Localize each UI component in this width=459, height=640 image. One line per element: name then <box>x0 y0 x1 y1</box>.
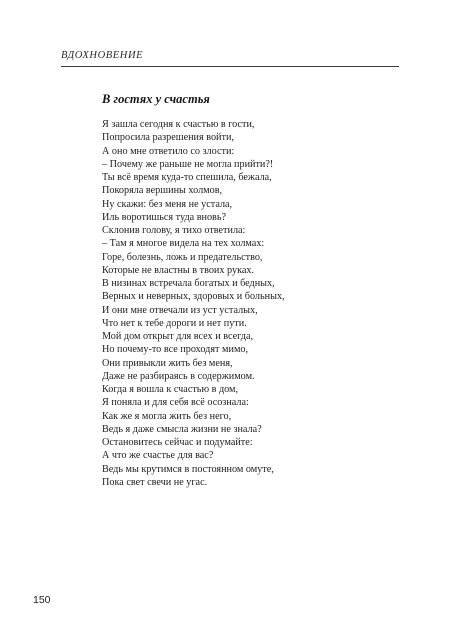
poem-line: Верных и неверных, здоровых и больных, <box>102 291 285 303</box>
poem-line: – Почему же раньше не могла прийти?! <box>102 158 274 170</box>
running-head: ВДОХНОВЕНИЕ <box>61 50 144 61</box>
poem-line: Я зашла сегодня к счастью в гости, <box>102 119 255 130</box>
poem-line: Ведь мы крутимся в постоянном омуте, <box>102 463 274 475</box>
poem-line: В низинах встречала богатых и бедных, <box>102 278 275 289</box>
header-rule <box>61 66 399 67</box>
poem-line: Как же я могла жить без него, <box>102 410 232 422</box>
poem-line: Ну скажи: без меня не устала, <box>102 198 233 210</box>
poem-line: Попросила разрешения войти, <box>102 132 234 144</box>
poem-line: Покоряла вершины холмов, <box>102 185 223 197</box>
poem-line: Остановитесь сейчас и подумайте: <box>102 437 253 448</box>
poem-line: А оно мне ответило со злости: <box>102 145 235 157</box>
poem-line: А что же счастье для вас? <box>102 450 214 462</box>
poem-line: Ты всё время куда-то спешила, бежала, <box>102 172 272 183</box>
poem-line: Когда я вошла к счастью в дом, <box>102 384 239 395</box>
page-number: 150 <box>33 594 51 606</box>
poem-line: Иль воротишься туда вновь? <box>102 211 227 223</box>
poem-line: Склонив голову, я тихо ответила: <box>102 225 246 236</box>
poem-line: Мой дом открыт для всех и всегда, <box>102 331 254 342</box>
poem-line: Даже не разбираясь в содержимом. <box>102 370 255 382</box>
poem-line: – Там я многое видела на тех холмах: <box>102 238 265 250</box>
poem-line: Я поняла и для себя всё осознала: <box>102 397 249 409</box>
poem-body <box>102 118 402 489</box>
poem-line: Что нет к тебе дороги и нет пути. <box>102 317 247 329</box>
poem-line: Но почему-то все проходят мимо, <box>102 344 249 356</box>
poem-line: Которые не властны в твоих руках. <box>102 264 255 276</box>
poem-line: Горе, болезнь, ложь и предательство, <box>102 251 263 263</box>
poem-line: Ведь я даже смысла жизни не знала? <box>102 423 262 435</box>
poem-line: И они мне отвечали из уст усталых, <box>102 304 258 316</box>
poem-line: Пока свет свечи не угас. <box>102 476 208 488</box>
poem-line: Они привыкли жить без меня, <box>102 357 233 369</box>
poem-title: В гостях у счастья <box>102 92 210 106</box>
